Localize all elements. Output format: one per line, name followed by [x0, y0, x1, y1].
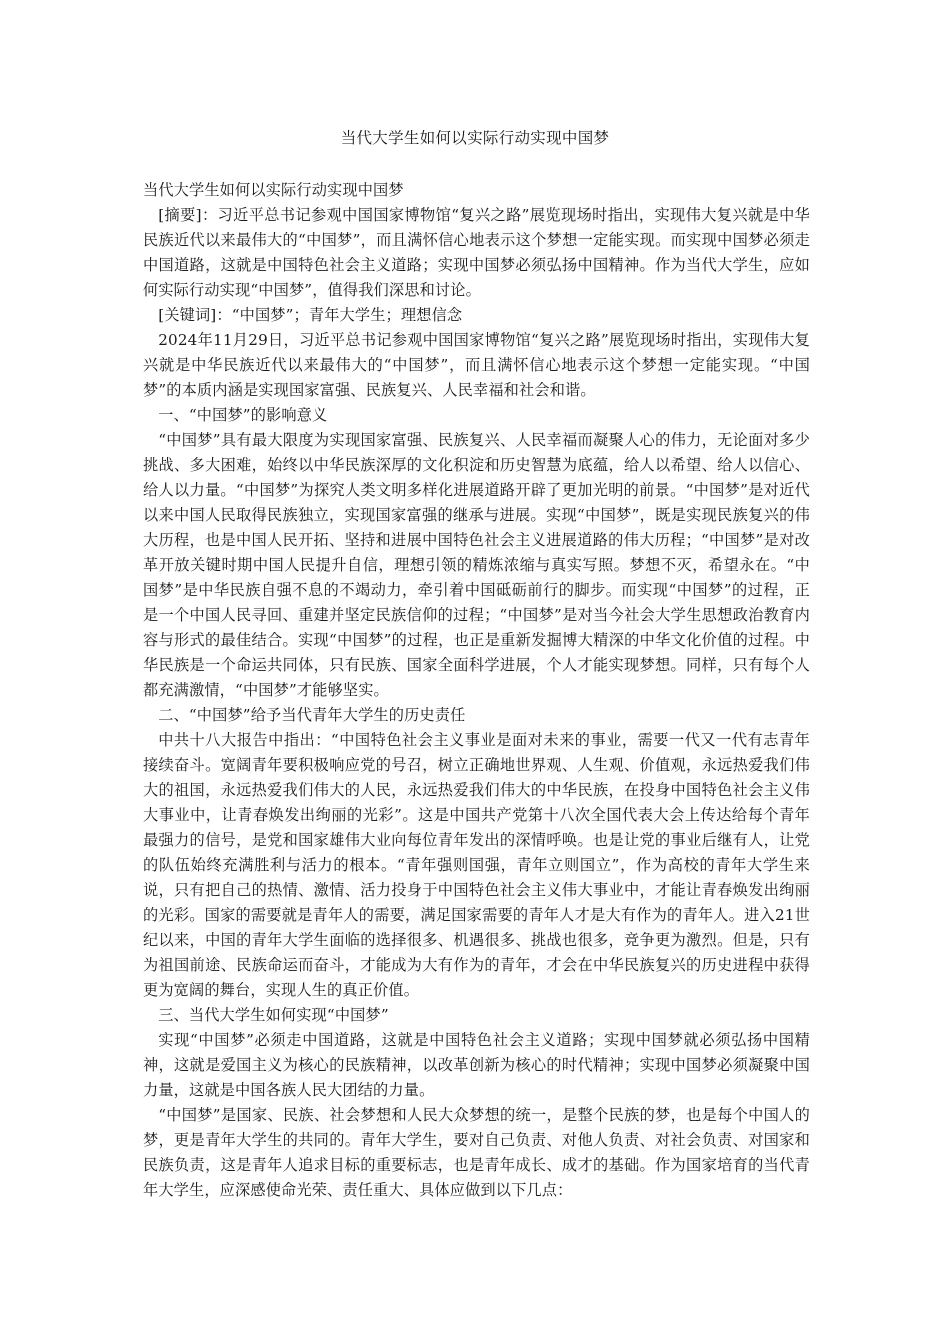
intro-paragraph: 2024年11月29日，习近平总书记参观中国国家博物馆“复兴之路”展览现场时指出，实现伟大复兴就是中华民族近代以来最伟大的“中国梦”，而且满怀信心地表示这个梦想一定能实现。“中国梦”的本质内涵是实现国家富强、民族复兴、人民幸福和社会和谐。: [143, 331, 810, 399]
section-1-paragraph: “中国梦”具有最大限度为实现国家富强、民族复兴、人民幸福而凝聚人心的伟力，无论面对多少挑战、多大困难，始终以中华民族深厚的文化积淀和历史智慧为底蕴，给人以希望、给人以信心、给人以力量。“中国梦”为探究人类文明多样化进展道路开辟了更加光明的前景。“中国梦”是对近代以来中国人民取得民族独立，实现国家富强的继承与进展。实现“中国梦”，既是实现民族复兴的伟大历程，也是中国人民开拓、坚持和进展中国特色社会主义进展道路的伟大历程；“中国梦”是对改革开放关键时期中国人民提升自信，理想引领的精炼浓缩与真实写照。梦想不灭，希望永在。“中国梦”是中华民族自强不息的不竭动力，牵引着中国砥砺前行的脚步。而实现“中国梦”的过程，正是一个中国人民寻回、重建并坚定民族信仰的过程；“中国梦”是对当今社会大学生思想政治教育内容与形式的最佳结合。实现“中国梦”的过程，也正是重新发掘博大精深的中华文化价值的过程。中华民族是一个命运共同体，只有民族、国家全面科学进展，个人才能实现梦想。同样，只有每个人都充满激情，“中国梦”才能够坚实。: [143, 431, 810, 699]
keywords-paragraph: [关键词]：“中国梦”；青年大学生；理想信念: [158, 306, 463, 324]
section-heading-3: 三、当代大学生如何实现“中国梦”: [158, 1006, 389, 1024]
document-title: 当代大学生如何以实际行动实现中国梦: [340, 129, 610, 147]
abstract-paragraph: [摘要]：习近平总书记参观中国国家博物馆“复兴之路”展览现场时指出，实现伟大复兴就是中华民族近代以来最伟大的“中国梦”，而且满怀信心地表示这个梦想一定能实现。而实现中国梦必须走中国道路，这就是中国特色社会主义道路；实现中国梦必须弘扬中国精神。作为当代大学生，应如何实际行动实现“中国梦”，值得我们深思和讨论。: [143, 206, 810, 299]
section-3-paragraph-1: 实现“中国梦”必须走中国道路，这就是中国特色社会主义道路；实现中国梦就必须弘扬中国精神，这就是爱国主义为核心的民族精神，以改革创新为核心的时代精神；实现中国梦必须凝聚中国力量，这就是中国各族人民大团结的力量。: [143, 1031, 810, 1099]
section-2-paragraph: 中共十八大报告中指出：“中国特色社会主义事业是面对未来的事业，需要一代又一代有志青年接续奋斗。宽阔青年要积极响应党的号召，树立正确地世界观、人生观、价值观，永远热爱我们伟大的祖国，永远热爱我们伟大的人民，永远热爱我们伟大的中华民族，在投身中国特色社会主义伟大事业中，让青春焕发出绚丽的光彩”。这是中国共产党第十八次全国代表大会上传达给每个青年最强力的信号，是党和国家雄伟大业向每位青年发出的深情呼唤。也是让党的事业后继有人，让党的队伍始终充满胜利与活力的根本。“青年强则国强，青年立则国立”，作为高校的青年大学生来说，只有把自己的热情、激情、活力投身于中国特色社会主义伟大事业中，才能让青春焕发出绚丽的光彩。国家的需要就是青年人的需要，满足国家需要的青年人才是大有作为的青年人。进入21世纪以来，中国的青年大学生面临的选择很多、机遇很多、挑战也很多，竞争更为激烈。但是，只有为祖国前途、民族命运而奋斗，才能成为大有作为的青年，才会在中华民族复兴的历史进程中获得更为宽阔的舞台，实现人生的真正价值。: [143, 731, 810, 999]
section-3-paragraph-2: “中国梦”是国家、民族、社会梦想和人民大众梦想的统一，是整个民族的梦，也是每个中国人的梦，更是青年大学生的共同的。青年大学生，要对自己负责、对他人负责、对社会负责、对国家和民族负责，这是青年人追求目标的重要标志，也是青年成长、成才的基础。作为国家培育的当代青年大学生，应深感使命光荣、责任重大、具体应做到以下几点：: [143, 1106, 810, 1199]
section-heading-2: 二、“中国梦”给予当代青年大学生的历史责任: [158, 706, 466, 724]
body-heading: 当代大学生如何以实际行动实现中国梦: [143, 181, 404, 199]
section-heading-1: 一、“中国梦”的影响意义: [158, 406, 328, 424]
document-body: [143, 178, 810, 1203]
